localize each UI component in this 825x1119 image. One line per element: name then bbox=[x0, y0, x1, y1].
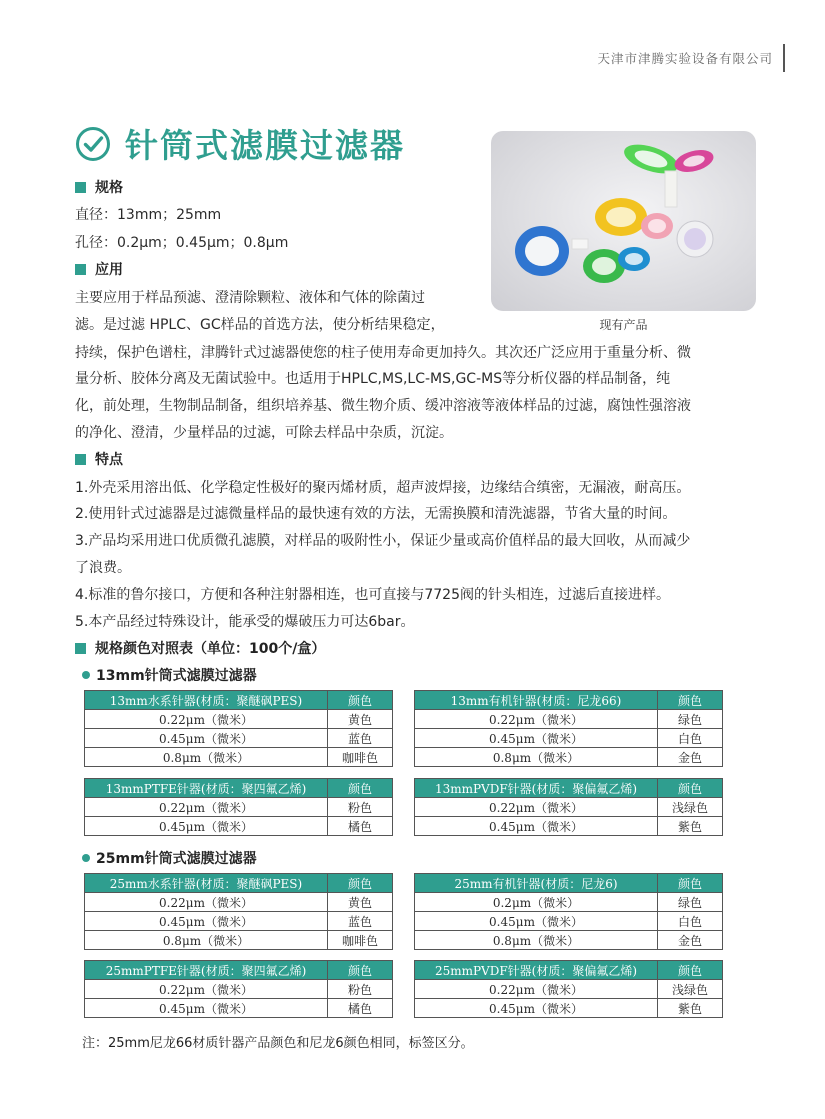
table-cell: 浅绿色 bbox=[658, 798, 723, 817]
table-row bbox=[85, 798, 393, 817]
footnote: 注：25mm尼龙66材质针器产品颜色和尼龙6颜色相同，标签区分。 bbox=[82, 1036, 474, 1051]
subheading-label: 25mm针筒式滤膜过滤器 bbox=[96, 851, 257, 867]
table-header-row bbox=[85, 691, 393, 710]
table-header-cell: 颜色 bbox=[658, 961, 723, 980]
table-cell: 0.45μm（微米） bbox=[415, 999, 658, 1018]
table-cell: 0.22μm（微米） bbox=[85, 893, 328, 912]
table-header-row bbox=[415, 779, 723, 798]
table-row bbox=[85, 980, 393, 999]
section-heading-label: 规格 bbox=[95, 180, 123, 196]
table-cell: 0.45μm（微米） bbox=[415, 817, 658, 836]
table-header-cell: 颜色 bbox=[658, 874, 723, 893]
table-row bbox=[415, 748, 723, 767]
table-header-row bbox=[415, 691, 723, 710]
title-row bbox=[75, 120, 405, 167]
table-cell: 蓝色 bbox=[328, 729, 393, 748]
table-header-cell: 13mm有机针器(材质：尼龙66) bbox=[415, 691, 658, 710]
table-row bbox=[85, 710, 393, 729]
table-cell: 0.45μm（微米） bbox=[415, 912, 658, 931]
table-cell: 0.22μm（微米） bbox=[415, 798, 658, 817]
feature-line: 5.本产品经过特殊设计，能承受的爆破压力可达6bar。 bbox=[75, 614, 415, 630]
section-marker bbox=[75, 454, 86, 465]
table-cell: 0.2μm（微米） bbox=[415, 893, 658, 912]
bullet-dot bbox=[82, 671, 90, 679]
table-cell: 0.22μm（微米） bbox=[85, 710, 328, 729]
section-heading-color-table bbox=[75, 638, 325, 658]
subheading-label: 13mm针筒式滤膜过滤器 bbox=[96, 668, 257, 684]
table-cell: 金色 bbox=[658, 748, 723, 767]
table-header-cell: 13mmPVDF针器(材质：聚偏氟乙烯) bbox=[415, 779, 658, 798]
table-cell: 白色 bbox=[658, 912, 723, 931]
table-header-cell: 颜色 bbox=[328, 691, 393, 710]
section-heading-features bbox=[75, 449, 123, 469]
feature-line: 3.产品均采用进口优质微孔滤膜，对样品的吸附性小，保证少量或高价值样品的最大回收，从而减少 bbox=[75, 533, 691, 549]
table-header-row bbox=[85, 779, 393, 798]
table-25mm-water bbox=[84, 873, 393, 950]
table-cell: 0.45μm（微米） bbox=[85, 912, 328, 931]
table-cell: 咖啡色 bbox=[328, 748, 393, 767]
table-cell: 白色 bbox=[658, 729, 723, 748]
table-header-cell: 颜色 bbox=[328, 874, 393, 893]
table-header-cell: 25mmPTFE针器(材质：聚四氟乙烯) bbox=[85, 961, 328, 980]
section-heading-label: 规格颜色对照表（单位：100个/盒） bbox=[95, 641, 326, 657]
table-cell: 0.45μm（微米） bbox=[85, 817, 328, 836]
table-cell: 粉色 bbox=[328, 980, 393, 999]
application-line: 量分析、胶体分离及无菌试验中。也适用于HPLC,MS,LC-MS,GC-MS等分析仪器的样品制备，纯 bbox=[75, 371, 671, 387]
table-25mm-pvdf bbox=[414, 960, 723, 1018]
table-row bbox=[85, 931, 393, 950]
table-cell: 0.45μm（微米） bbox=[85, 729, 328, 748]
table-header-row bbox=[85, 961, 393, 980]
table-row bbox=[415, 729, 723, 748]
table-header-row bbox=[415, 961, 723, 980]
table-row bbox=[85, 912, 393, 931]
table-cell: 橘色 bbox=[328, 817, 393, 836]
check-circle-icon bbox=[75, 126, 111, 162]
table-header-cell: 颜色 bbox=[658, 779, 723, 798]
application-line: 的净化、澄清，少量样品的过滤，可除去样品中杂质，沉淀。 bbox=[75, 425, 453, 441]
table-row bbox=[85, 817, 393, 836]
table-cell: 0.8μm（微米） bbox=[415, 931, 658, 950]
table-cell: 0.45μm（微米） bbox=[415, 729, 658, 748]
photo-caption: 现有产品 bbox=[599, 318, 648, 332]
table-row bbox=[415, 893, 723, 912]
table-cell: 蓝色 bbox=[328, 912, 393, 931]
table-cell: 0.8μm（微米） bbox=[415, 748, 658, 767]
application-line: 持续，保护色谱柱，津腾针式过滤器使您的柱子使用寿命更加持久。其次还广泛应用于重量分析、微 bbox=[75, 345, 691, 361]
bullet-dot bbox=[82, 854, 90, 862]
spec-pore: 孔径：0.2μm；0.45μm；0.8μm bbox=[75, 235, 289, 251]
table-13mm-ptfe bbox=[84, 778, 393, 836]
table-cell: 紫色 bbox=[658, 999, 723, 1018]
header-divider bbox=[783, 44, 785, 72]
table-cell: 0.45μm（微米） bbox=[85, 999, 328, 1018]
table-cell: 绿色 bbox=[658, 710, 723, 729]
section-heading-label: 应用 bbox=[95, 262, 123, 278]
table-cell: 黄色 bbox=[328, 710, 393, 729]
table-row bbox=[415, 980, 723, 999]
table-row bbox=[415, 931, 723, 950]
table-row bbox=[415, 999, 723, 1018]
application-line: 主要应用于样品预滤、澄清除颗粒、液体和气体的除菌过 bbox=[75, 290, 425, 306]
table-cell: 紫色 bbox=[658, 817, 723, 836]
section-marker bbox=[75, 643, 86, 654]
table-row bbox=[415, 798, 723, 817]
table-row bbox=[415, 912, 723, 931]
feature-line: 1.外壳采用溶出低、化学稳定性极好的聚丙烯材质，超声波焊接，边缘结合缜密，无漏液，耐高压。 bbox=[75, 480, 691, 496]
table-cell: 金色 bbox=[658, 931, 723, 950]
product-photo bbox=[491, 131, 756, 311]
table-cell: 0.22μm（微米） bbox=[415, 980, 658, 999]
table-13mm-organic bbox=[414, 690, 723, 767]
table-header-cell: 13mmPTFE针器(材质：聚四氟乙烯) bbox=[85, 779, 328, 798]
section-marker bbox=[75, 264, 86, 275]
table-13mm-water bbox=[84, 690, 393, 767]
feature-line: 4.标准的鲁尔接口，方便和各种注射器相连，也可直接与7725阀的针头相连，过滤后直接进样。 bbox=[75, 587, 670, 603]
table-cell: 0.22μm（微米） bbox=[415, 710, 658, 729]
table-25mm-organic bbox=[414, 873, 723, 950]
table-header-cell: 颜色 bbox=[328, 779, 393, 798]
section-heading-label: 特点 bbox=[95, 452, 123, 468]
table-header-row bbox=[415, 874, 723, 893]
table-row bbox=[415, 817, 723, 836]
table-cell: 0.8μm（微米） bbox=[85, 748, 328, 767]
table-row bbox=[415, 710, 723, 729]
table-cell: 橘色 bbox=[328, 999, 393, 1018]
section-heading-spec bbox=[75, 177, 123, 197]
application-line: 滤。是过滤 HPLC、GC样品的首选方法，使分析结果稳定， bbox=[75, 317, 445, 333]
feature-line: 了浪费。 bbox=[75, 560, 131, 576]
table-cell: 咖啡色 bbox=[328, 931, 393, 950]
table-header-cell: 颜色 bbox=[658, 691, 723, 710]
table-cell: 0.22μm（微米） bbox=[85, 980, 328, 999]
table-row bbox=[85, 748, 393, 767]
table-row bbox=[85, 729, 393, 748]
table-cell: 粉色 bbox=[328, 798, 393, 817]
table-header-cell: 25mm水系针器(材质：聚醚砜PES) bbox=[85, 874, 328, 893]
syringe-filters-image bbox=[491, 131, 756, 311]
table-25mm-ptfe bbox=[84, 960, 393, 1018]
table-13mm-pvdf bbox=[414, 778, 723, 836]
section-marker bbox=[75, 182, 86, 193]
table-header-cell: 13mm水系针器(材质：聚醚砜PES) bbox=[85, 691, 328, 710]
spec-diameter: 直径：13mm；25mm bbox=[75, 207, 222, 223]
table-row bbox=[85, 999, 393, 1018]
subheading-13mm bbox=[82, 665, 257, 685]
table-cell: 黄色 bbox=[328, 893, 393, 912]
feature-line: 2.使用针式过滤器是过滤微量样品的最快速有效的方法，无需换膜和清洗滤器，节省大量的时间。 bbox=[75, 506, 677, 522]
company-name: 天津市津腾实验设备有限公司 bbox=[597, 51, 773, 66]
page-title: 针筒式滤膜过滤器 bbox=[125, 126, 405, 165]
table-cell: 绿色 bbox=[658, 893, 723, 912]
table-header-row bbox=[85, 874, 393, 893]
table-header-cell: 25mmPVDF针器(材质：聚偏氟乙烯) bbox=[415, 961, 658, 980]
table-cell: 0.8μm（微米） bbox=[85, 931, 328, 950]
section-heading-application bbox=[75, 259, 123, 279]
table-row bbox=[85, 893, 393, 912]
table-cell: 0.22μm（微米） bbox=[85, 798, 328, 817]
subheading-25mm bbox=[82, 848, 257, 868]
application-line: 化，前处理，生物制品制备，组织培养基、微生物介质、缓冲溶液等液体样品的过滤，腐蚀性强溶液 bbox=[75, 398, 691, 414]
table-cell: 浅绿色 bbox=[658, 980, 723, 999]
table-header-cell: 颜色 bbox=[328, 961, 393, 980]
table-header-cell: 25mm有机针器(材质：尼龙6) bbox=[415, 874, 658, 893]
